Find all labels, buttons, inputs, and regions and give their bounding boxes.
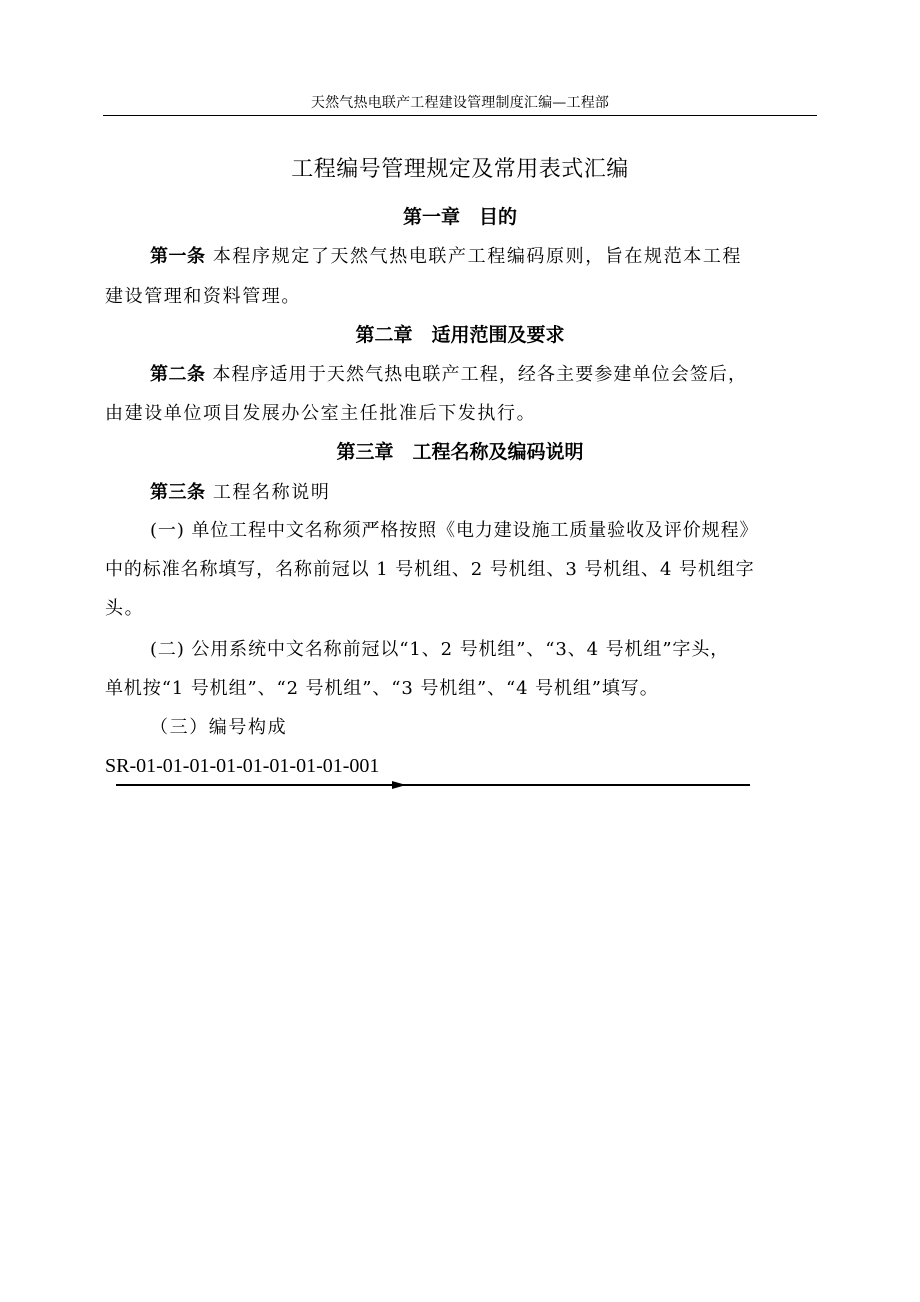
item-2-line-2: 单机按“1 号机组”、“2 号机组”、“3 号机组”、“4 号机组”填写。 [105,678,659,699]
running-header-title: 天然气热电联产工程建设管理制度汇编—工程部 [310,95,610,111]
article-1-line-1 [150,242,742,272]
chapter-2-heading: 第二章 适用范围及要求 [355,324,565,346]
item-2-line-1: (二) 公用系统中文名称前冠以“1、2 号机组”、“3、4 号机组”字头， [150,639,730,660]
chapter-3-heading: 第三章 工程名称及编码说明 [336,441,584,463]
article-2-line-1 [150,360,747,390]
article-3-text-1: 工程名称说明 [212,482,331,503]
article-1-line-2: 建设管理和资料管理。 [105,286,301,307]
item-1-line-3: 头。 [105,598,145,619]
code-structure-arrow [110,776,760,794]
item-1-line-1: (一) 单位工程中文名称须严格按照《电力建设施工质量验收及评价规程》 [150,520,759,541]
article-2-text-1: 本程序适用于天然气热电联产工程，经各主要参建单位会签后， [212,364,748,385]
article-2-line-2: 由建设单位项目发展办公室主任批准后下发执行。 [105,403,537,424]
code-example: SR-01-01-01-01-01-01-01-01-001 [105,755,380,777]
header-divider [103,115,817,116]
article-3-line-1 [150,478,330,508]
article-3-label: 第三条 [150,482,206,503]
chapter-1-heading: 第一章 目的 [402,206,517,228]
item-3-line: （三）编号构成 [150,717,288,738]
item-1-line-2: 中的标准名称填写，名称前冠以 1 号机组、2 号机组、3 号机组、4 号机组字 [105,559,755,580]
document-title: 工程编号管理规定及常用表式汇编 [291,157,629,182]
arrow-head [392,781,406,789]
article-2-label: 第二条 [150,364,206,385]
article-1-text-1: 本程序规定了天然气热电联产工程编码原则，旨在规范本工程 [212,246,743,267]
article-1-label: 第一条 [150,246,206,267]
